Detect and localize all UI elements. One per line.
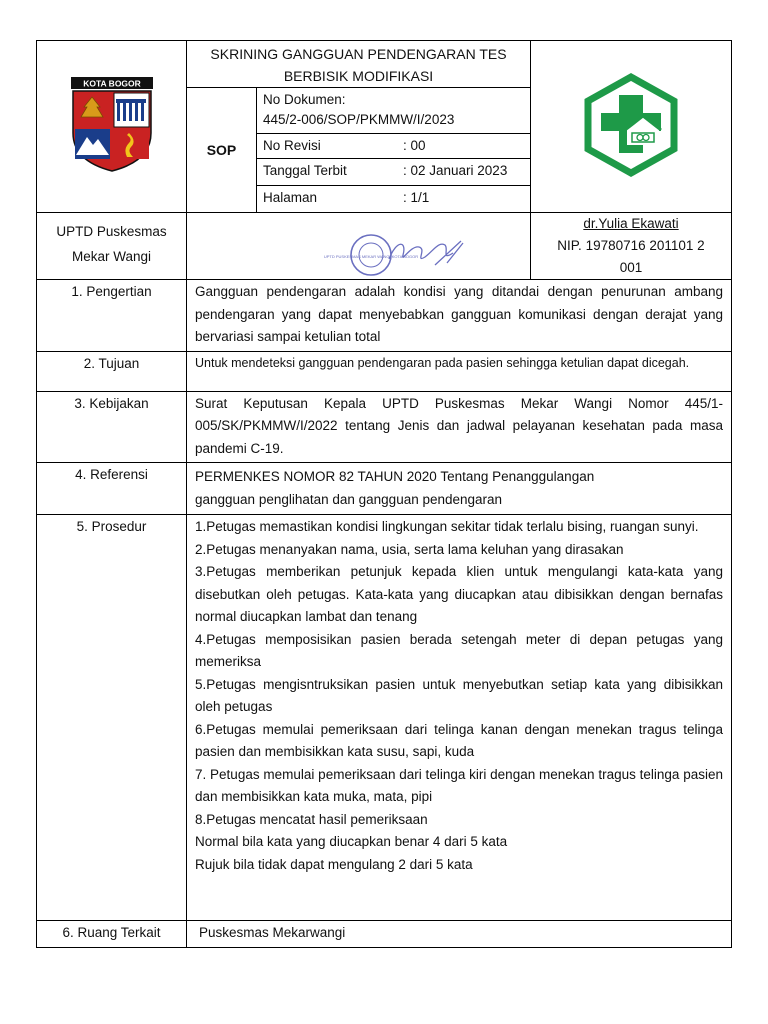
city-logo-cell xyxy=(37,41,187,213)
unit-line-1: UPTD Puskesmas xyxy=(56,224,167,239)
signer-name: dr.Yulia Ekawati xyxy=(583,216,679,231)
kota-bogor-emblem-icon xyxy=(67,77,157,173)
doc-number-value: 445/2-006/SOP/PKMMW/I/2023 xyxy=(263,112,455,127)
revision-label: No Revisi xyxy=(263,138,321,153)
unit-name-cell xyxy=(37,213,187,280)
unit-line-2: Mekar Wangi xyxy=(71,249,152,264)
issued-row xyxy=(257,159,531,186)
signer-nip-line-2: 001 xyxy=(619,260,643,275)
stamp-text: UPTD PUSKESMAS MEKAR WANGI KOTA BOGOR xyxy=(323,254,419,259)
section-label-pengertian: 1. Pengertian xyxy=(37,280,187,352)
referensi-line-1: PERMENKES NOMOR 82 TAHUN 2020 Tentang Penanggulangan xyxy=(195,469,595,484)
section-text-referensi xyxy=(187,463,732,515)
signature-scribble xyxy=(389,241,463,265)
section-text-ruang-terkait: Puskesmas Mekarwangi xyxy=(187,921,732,948)
referensi-line-2: gangguan penglihatan dan gangguan pendengaran xyxy=(195,491,503,507)
section-prosedur-steps xyxy=(187,515,732,921)
signer-nip-line-1: NIP. 19780716 201101 2 xyxy=(557,238,705,253)
document-number xyxy=(257,88,531,134)
city-logo-label: KOTA BOGOR xyxy=(82,78,141,89)
puskesmas-logo-icon xyxy=(579,73,683,177)
prosedur-step: 1.Petugas memastikan kondisi lingkungan sekitar tidak terlalu bising, ruangan sunyi. xyxy=(195,519,699,534)
revision-value: : 00 xyxy=(403,138,426,153)
section-label-ruang-terkait: 6. Ruang Terkait xyxy=(37,921,187,948)
document-title xyxy=(187,41,531,88)
section-label-kebijakan: 3. Kebijakan xyxy=(37,391,187,463)
doc-number-label: No Dokumen: xyxy=(263,92,346,107)
section-text-pengertian: Gangguan pendengaran adalah kondisi yang ditandai dengan penurunan ambang pendengaran yang dapat menyebabkan gangguan komunikasi dengan derajat yang bervariasi sampai ketulian total xyxy=(187,280,732,352)
issued-value: : 02 Januari 2023 xyxy=(403,163,508,178)
prosedur-step: Rujuk bila tidak dapat mengulang 2 dari 5 kata xyxy=(195,856,473,872)
prosedur-step: 7. Petugas memulai pemeriksaan dari telinga kiri dengan menekan tragus telinga pasien dan membisikkan kata muka, mata, pipi xyxy=(195,766,723,804)
page-value: : 1/1 xyxy=(403,190,430,205)
page-row xyxy=(257,186,531,213)
prosedur-step: 5.Petugas mengisntruksikan pasien untuk menyebutkan setiap kata yang dibisikkan oleh petugas xyxy=(195,676,723,714)
sop-document-table xyxy=(36,40,732,948)
revision-row xyxy=(257,134,531,159)
title-line-1: SKRINING GANGGUAN PENDENGARAN TES xyxy=(210,46,507,62)
signer-cell xyxy=(323,213,732,280)
section-text-tujuan: Untuk mendeteksi gangguan pendengaran pada pasien sehingga ketulian dapat dicegah. xyxy=(187,351,732,391)
prosedur-step: 4.Petugas memposisikan pasien berada setengah meter di depan petugas yang memeriksa xyxy=(195,631,723,669)
stamp-and-signature xyxy=(323,233,479,280)
prosedur-step: 8.Petugas mencatat hasil pemeriksaan xyxy=(195,811,428,827)
title-line-2: BERBISIK MODIFIKASI xyxy=(283,68,434,84)
issued-label: Tanggal Terbit xyxy=(263,163,347,178)
section-label-referensi: 4. Referensi xyxy=(37,463,187,515)
prosedur-step: 2.Petugas menanyakan nama, usia, serta lama keluhan yang dirasakan xyxy=(195,541,624,557)
prosedur-step: 3.Petugas memberikan petunjuk kepada klien untuk mengulangi kata-kata yang disebutkan oleh petugas. Kata-kata yang diucapkan atau dibisikkan dengan bernafas normal diucapkan lambat dan tenang xyxy=(195,564,723,624)
section-label-tujuan: 2. Tujuan xyxy=(37,351,187,391)
prosedur-step: 6.Petugas memulai pemeriksaan dari telinga kanan dengan menekan tragus telinga pasien dan membisikkan kata susu, sapi, kuda xyxy=(195,721,723,759)
section-label-prosedur: 5. Prosedur xyxy=(37,515,187,921)
prosedur-step: Normal bila kata yang diucapkan benar 4 dari 5 kata xyxy=(195,834,508,849)
puskesmas-logo-cell xyxy=(531,41,732,213)
page-label: Halaman xyxy=(263,190,318,205)
section-text-kebijakan: Surat Keputusan Kepala UPTD Puskesmas Mekar Wangi Nomor 445/1-005/SK/PKMMW/I/2022 tentang Jenis dan jadwal pelayanan kesehatan pada masa pandemi C-19. xyxy=(187,391,732,463)
sop-label: SOP xyxy=(187,88,257,213)
